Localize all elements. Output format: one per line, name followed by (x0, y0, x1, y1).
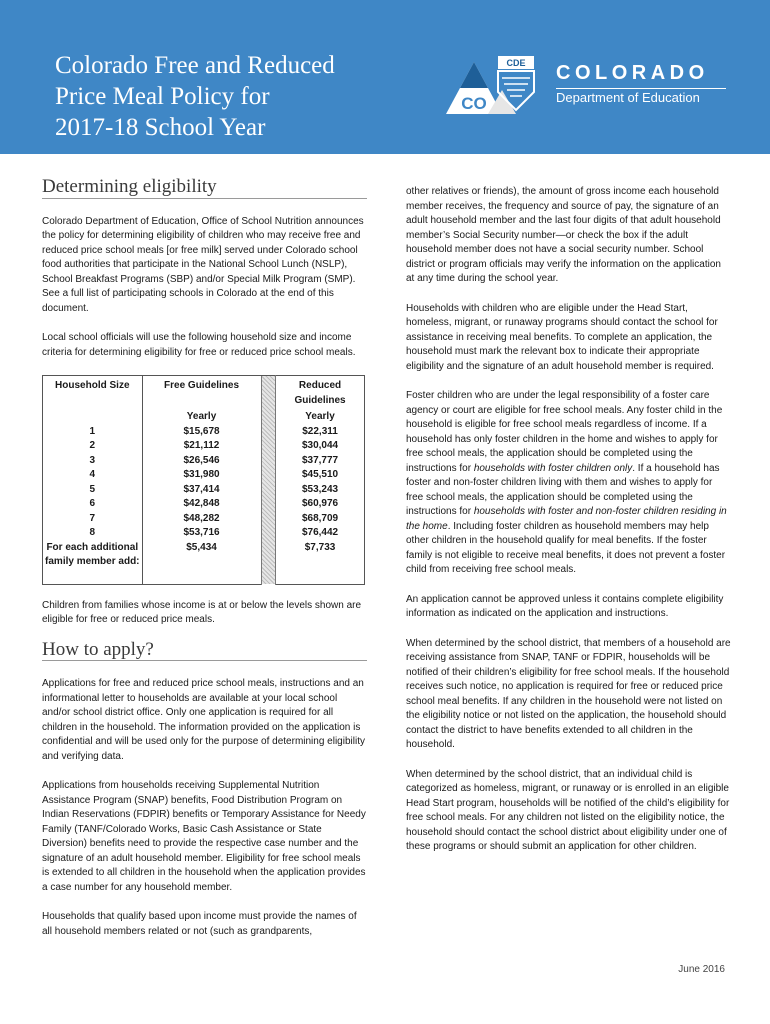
table-row (43, 439, 365, 454)
household-size-cell: 4 (43, 468, 143, 483)
column-header-reduced: Reduced Guidelines (276, 376, 365, 409)
paragraph-policy-intro: Colorado Department of Education, Office of School Nutrition announces the policy for determining eligibility of children who may receive free and reduced price school meals [or free milk] served under Colorado school food authorities that participate in the National School Lunch (NSLP), School Breakfast Programs (SBP) and/or Special Milk Program (SMP). See a full list of participating schools in Colorado at the end of this document. (42, 215, 364, 314)
household-size-cell: 8 (43, 526, 143, 541)
free-income-cell: $53,716 (183, 527, 220, 538)
header-banner (0, 0, 770, 154)
org-department: Department of Education (556, 90, 700, 105)
paragraph-head-start: Households with children who are eligible under the Head Start, homeless, migrant, or runaway programs should contact the school for assistance in receiving meal benefits. To complete an application, the household must mark the relevant box to indicate their appropriate eligibility and the signature of an adult household member is required. (406, 302, 718, 372)
logo-letters-text: CO (461, 94, 487, 113)
table-row (43, 454, 365, 469)
right-column (406, 185, 731, 870)
free-income-cell: $26,546 (183, 454, 220, 466)
free-income-cell: $42,848 (183, 498, 220, 509)
left-column (42, 176, 367, 954)
free-income-cell: $48,282 (183, 512, 220, 524)
table-row (43, 526, 365, 541)
paragraph-household-info: other relatives or friends), the amount of gross income each household member receives, the frequency and source of pay, the signature of an adult household member and the last four digits of that adult household member’s Social Security number—or check the box if the adult household member does not have a social security number. School district or program officials may verify the information on the application at any time during the school year. (406, 186, 721, 284)
table-row (43, 483, 365, 498)
logo-badge-text: CDE (506, 58, 526, 68)
free-income-cell: $21,112 (183, 440, 220, 451)
paragraph-homeless-notification: When determined by the school district, that an individual child is categorized as homeless, migrant, or runaway or is enrolled in an eligible Head Start program, households will be notified of the child’s eligibility for free school meals. For any children not listed on the eligibility notice, the household should contact the school district about eligibility under one of these programs or should submit an application for other children. (406, 768, 730, 852)
table-row-additional-member (43, 541, 365, 585)
table-row (43, 468, 365, 483)
reduced-income-cell: $22,311 (276, 425, 365, 440)
paragraph-foster-children: Foster children who are under the legal responsibility of a foster care agency or court are eligible for free school meals. Any foster child in the household is eligible for free school meals regardless of income. If a household has only foster children in the home and wishes to apply for free school meals, the application should be completed using the instructions for households with foster children only. If a household has foster and non-foster children living with them and wishes to apply for free school meals, the application should be completed using the instructions for households with foster and non-foster children residing in the home. Including foster children as household members may help other children in the household qualify for meal benefits. If the foster family is not eligible to receive meal benefits, it does not prevent a foster child from receiving free school meals. (406, 390, 727, 575)
paragraph-eligibility-note: Children from families whose income is at or below the levels shown are eligible for free or reduced price meals. (42, 599, 362, 625)
colorado-mountain-logo-icon (444, 54, 544, 116)
org-divider (556, 88, 726, 89)
heading-determining-eligibility: Determining eligibility (42, 180, 367, 199)
title-line-3: 2017-18 School Year (55, 114, 266, 141)
paragraph-snap-applications: Applications from households receiving Supplemental Nutrition Assistance Program (SNAP) benefits, Food Distribution Program on Indian Reservations (FDPIR) benefits or Temporary Assistance for Needy Family (TANF/Colorado Works, Basic Cash Assistance or State Diversion) benefits need to provide the respective case number and the signature of an adult household member. Eligibility for free school meals is extended to all children in the household when the application provides a case number for any household member. (42, 780, 366, 893)
household-size-cell: 1 (43, 425, 143, 440)
subheader-reduced-yearly: Yearly (276, 408, 365, 425)
paragraph-income-criteria: Local school officials will use the following household size and income criteria for determining eligibility for free or reduced price school meals. (42, 332, 356, 358)
table-row (43, 497, 365, 512)
reduced-income-cell: $37,777 (276, 454, 365, 469)
household-size-cell: 3 (43, 454, 143, 469)
table-row (43, 425, 365, 440)
footer-date: June 2016 (678, 964, 725, 975)
reduced-income-cell: $68,709 (276, 512, 365, 527)
household-size-cell: 7 (43, 512, 143, 527)
paragraph-snap-notification: When determined by the school district, that members of a household are receiving assistance from SNAP, TANF or FDPIR, households will be notified of their children’s eligibility for free school meals. If the household receives such notice, no application is required for free or reduced price school meal benefits. If any children in the household were not listed on the eligibility notice or not listed on the application, the household should contact the district to have benefits extended to all children in the household. (406, 637, 731, 750)
free-income-cell: $31,980 (183, 469, 220, 480)
subheader-free-yearly: Yearly (186, 411, 217, 422)
household-size-cell: 5 (43, 483, 143, 498)
household-size-cell: 2 (43, 439, 143, 454)
reduced-income-cell: $76,442 (276, 526, 365, 541)
heading-how-to-apply: How to apply? (42, 643, 367, 662)
column-header-free: Free Guidelines (142, 376, 261, 409)
additional-free-cell: $5,434 (142, 541, 261, 585)
paragraph-application-complete: An application cannot be approved unless it contains complete eligibility information as indicated on the application and instructions. (406, 593, 724, 619)
org-name: COLORADO (556, 62, 709, 84)
reduced-income-cell: $53,243 (276, 483, 365, 498)
free-income-cell: $15,678 (183, 425, 220, 437)
column-header-household-size: Household Size (43, 376, 143, 409)
reduced-income-cell: $60,976 (276, 497, 365, 512)
reduced-income-cell: $30,044 (276, 439, 365, 454)
reduced-income-cell: $45,510 (276, 468, 365, 483)
additional-reduced-cell: $7,733 (276, 541, 365, 585)
page-title (55, 50, 385, 143)
paragraph-income-households: Households that qualify based upon income must provide the names of all household members related or not (such as grandparents, (42, 911, 357, 937)
income-guidelines-table (42, 375, 365, 585)
free-income-cell: $37,414 (183, 483, 220, 495)
table-shaded-divider (261, 376, 276, 585)
paragraph-applications: Applications for free and reduced price school meals, instructions and an informational letter to households are available at your local school and/or school district office. Only one application is required for all children in the household. The information provided on the application is confidential and will be used only for the purpose of determining eligibility and verifying data. (42, 678, 365, 762)
additional-member-label: For each additional family member add: (43, 541, 143, 585)
title-line-2: Price Meal Policy for (55, 83, 270, 110)
title-line-1: Colorado Free and Reduced (55, 52, 335, 79)
table-row (43, 512, 365, 527)
household-size-cell: 6 (43, 497, 143, 512)
